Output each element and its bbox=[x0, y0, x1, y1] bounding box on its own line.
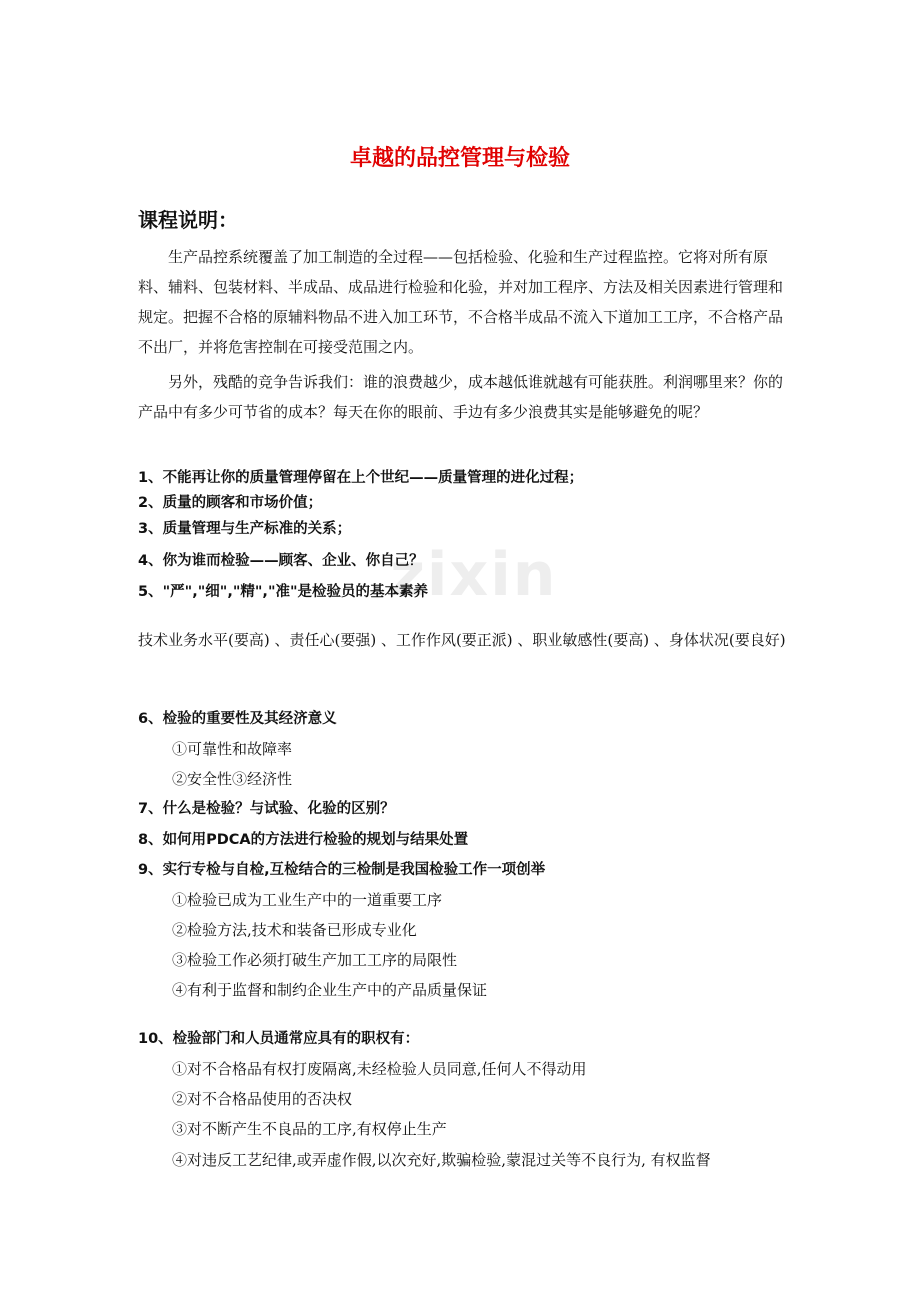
list-item-8: 8、如何用PDCA的方法进行检验的规划与结果处置 bbox=[138, 832, 469, 848]
document-title: 卓越的品控管理与检验 bbox=[349, 146, 570, 171]
section-heading: 课程说明： bbox=[138, 208, 238, 232]
list-item-10-sub-4: ④对违反工艺纪律,或弄虚作假,以次充好,欺骗检验,蒙混过关等不良行为, 有权监督 bbox=[172, 1151, 711, 1169]
list-item-10: 10、检验部门和人员通常应具有的职权有： bbox=[138, 1031, 420, 1047]
watermark: zixin bbox=[390, 540, 558, 610]
list-item-6-sub-1: ①可靠性和故障率 bbox=[172, 740, 293, 758]
list-item-10-sub-1: ①对不合格品有权打废隔离,未经检验人员同意,任何人不得动用 bbox=[172, 1060, 587, 1078]
list-item-9: 9、实行专检与自检,互检结合的三检制是我国检验工作一项创举 bbox=[138, 862, 546, 878]
competition-paragraph: 另外，残酷的竞争告诉我们：谁的浪费越少，成本越低谁就越有可能获胜。利润哪里来？你的产品中有多少可节省的成本？每天在你的眼前、手边有多少浪费其实是能够避免的呢？ bbox=[138, 373, 784, 421]
intro-paragraph: 生产品控系统覆盖了加工制造的全过程——包括检验、化验和生产过程监控。它将对所有原料、辅料、包装材料、半成品、成品进行检验和化验，并对加工程序、方法及相关因素进行管理和规定。把握不合格的原辅料物品不进入加工环节，不合格半成品不流入下道加工工序，不合格产品不出厂，并将危害控制在可接受范围之内。 bbox=[138, 248, 784, 356]
list-item-9-sub-3: ③检验工作必须打破生产加工工序的局限性 bbox=[172, 951, 458, 969]
list-item-9-sub-4: ④有利于监督和制约企业生产中的产品质量保证 bbox=[172, 981, 488, 999]
list-item-6: 6、检验的重要性及其经济意义 bbox=[138, 711, 337, 727]
list-item-1: 1、不能再让你的质量管理停留在上个世纪——质量管理的进化过程； bbox=[138, 470, 584, 486]
list-item-10-sub-3: ③对不断产生不良品的工序,有权停止生产 bbox=[172, 1120, 447, 1138]
list-item-9-sub-2: ②检验方法,技术和装备已形成专业化 bbox=[172, 921, 417, 939]
list-item-4: 4、你为谁而检验——顾客、企业、你自己？ bbox=[138, 553, 424, 569]
list-item-3: 3、质量管理与生产标准的关系； bbox=[138, 521, 352, 537]
list-item-9-sub-1: ①检验已成为工业生产中的一道重要工序 bbox=[172, 891, 443, 909]
list-item-10-sub-2: ②对不合格品使用的否决权 bbox=[172, 1090, 353, 1108]
list-item-7: 7、什么是检验？与试验、化验的区别？ bbox=[138, 801, 395, 817]
list-item-6-sub-2: ②安全性③经济性 bbox=[172, 770, 293, 788]
list-item-5: 5、"严","细","精","准"是检验员的基本素养 bbox=[138, 584, 429, 600]
list-item-2: 2、质量的顾客和市场价值； bbox=[138, 495, 323, 511]
qualities-text: 技术业务水平(要高) 、责任心(要强) 、工作作风(要正派) 、职业敏感性(要高) 、身体状况(要良好) bbox=[138, 631, 786, 649]
